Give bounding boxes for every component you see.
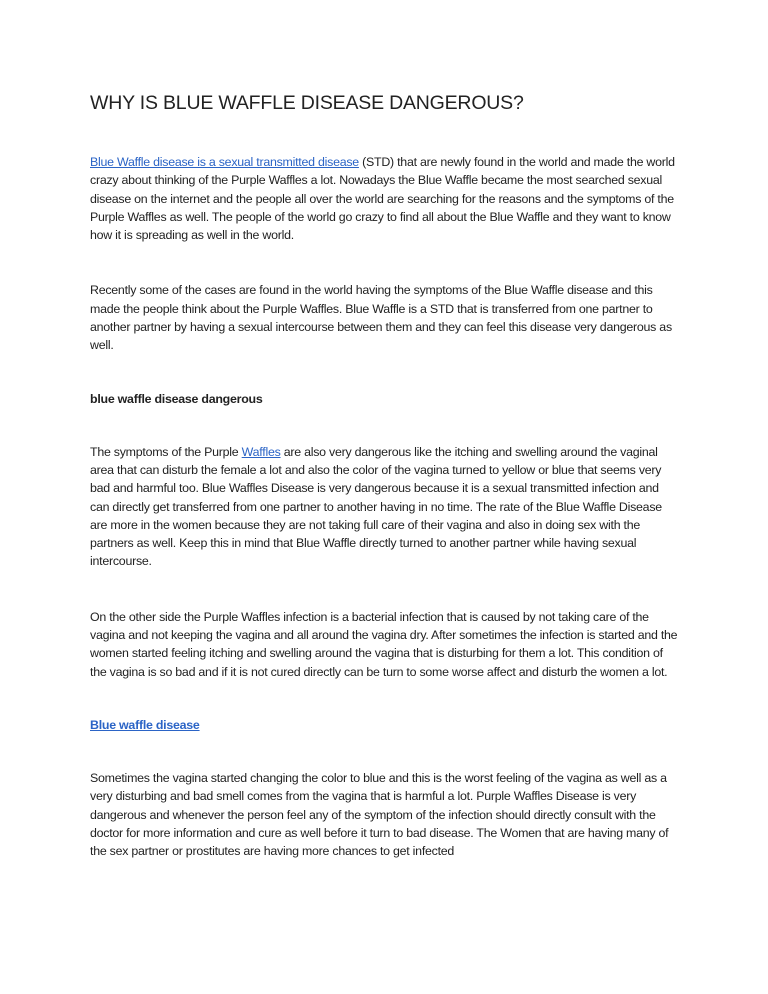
section-heading-dangerous: blue waffle disease dangerous (90, 391, 263, 406)
intro-text: (STD) that are newly found in the world and made the world crazy about thinking of the Purple Waffles a lot. Nowadays the Blue Waffle became the most searched sexual disease on the internet and the people all over the world are searching for the reasons and the symptoms of the Purple Waffles as well. The people of the world go crazy to find all about the Blue Waffle and they want to know how it is spreading as well in the world. (90, 155, 675, 243)
paragraph-color-change: Sometimes the vagina started changing the color to blue and this is the worst feeling of the vagina as well as a very disturbing and bad smell comes from the vagina that is harmful a lot. Purple Waffles Disease is very dangerous and whenever the person feel any of the symptom of the infection should directly consult with the doctor for more information and cure as well before it turn to bad disease. The Women that are having many of the sex partner or prostitutes are having more chances to get infected (90, 770, 669, 859)
symptoms-text-before: The symptoms of the Purple (90, 444, 242, 459)
waffles-link[interactable]: Waffles (241, 444, 281, 459)
intro-link[interactable]: Blue Waffle disease is a sexual transmitted disease (90, 155, 359, 169)
spacer (90, 732, 680, 769)
spacer (90, 571, 680, 608)
spacer (90, 681, 680, 718)
paragraph-bacterial-infection: On the other side the Purple Waffles infection is a bacterial infection that is caused by not taking care of the vagina and not keeping the vagina and all around the vagina dry. After sometimes the infection is started and the women started feeling itching and swelling around the vagina that is disturbing for them a lot. This condition of the vagina is so bad and if it is not cured directly can be turn to some worse affect and disturb the women a lot. (90, 609, 678, 679)
paragraph-intro (90, 153, 680, 244)
symptoms-text-after: are also very dangerous like the itching and swelling around the vaginal area that can disturb the female a lot and also the color of the vagina turned to yellow or blue that seems very bad and harmful too. Blue Waffles Disease is very dangerous because it is a sexual transmitted infection and can directly get transferred from one partner to another having in no time. The rate of the Blue Waffle Disease are more in the women because they are not taking full care of their vagina and also in doing sex with the partners as well. Keep this in mind that Blue Waffle directly turned to another partner while having sexual intercourse. (90, 444, 662, 569)
spacer (90, 355, 680, 392)
paragraph-recent-cases: Recently some of the cases are found in the world having the symptoms of the Blue Waffle disease and this made the people think about the Purple Waffles. Blue Waffle is a STD that is transferred from one partner to another partner by having a sexual intercourse between them and they can feel this disease very dangerous as well. (90, 283, 672, 353)
section-heading-link (90, 718, 680, 732)
blue-waffle-disease-link[interactable]: Blue waffle disease (90, 717, 200, 732)
spacer (90, 244, 680, 281)
page-title: WHY IS BLUE WAFFLE DISEASE DANGEROUS? (90, 92, 524, 114)
spacer (90, 406, 680, 443)
paragraph-symptoms (90, 443, 680, 571)
